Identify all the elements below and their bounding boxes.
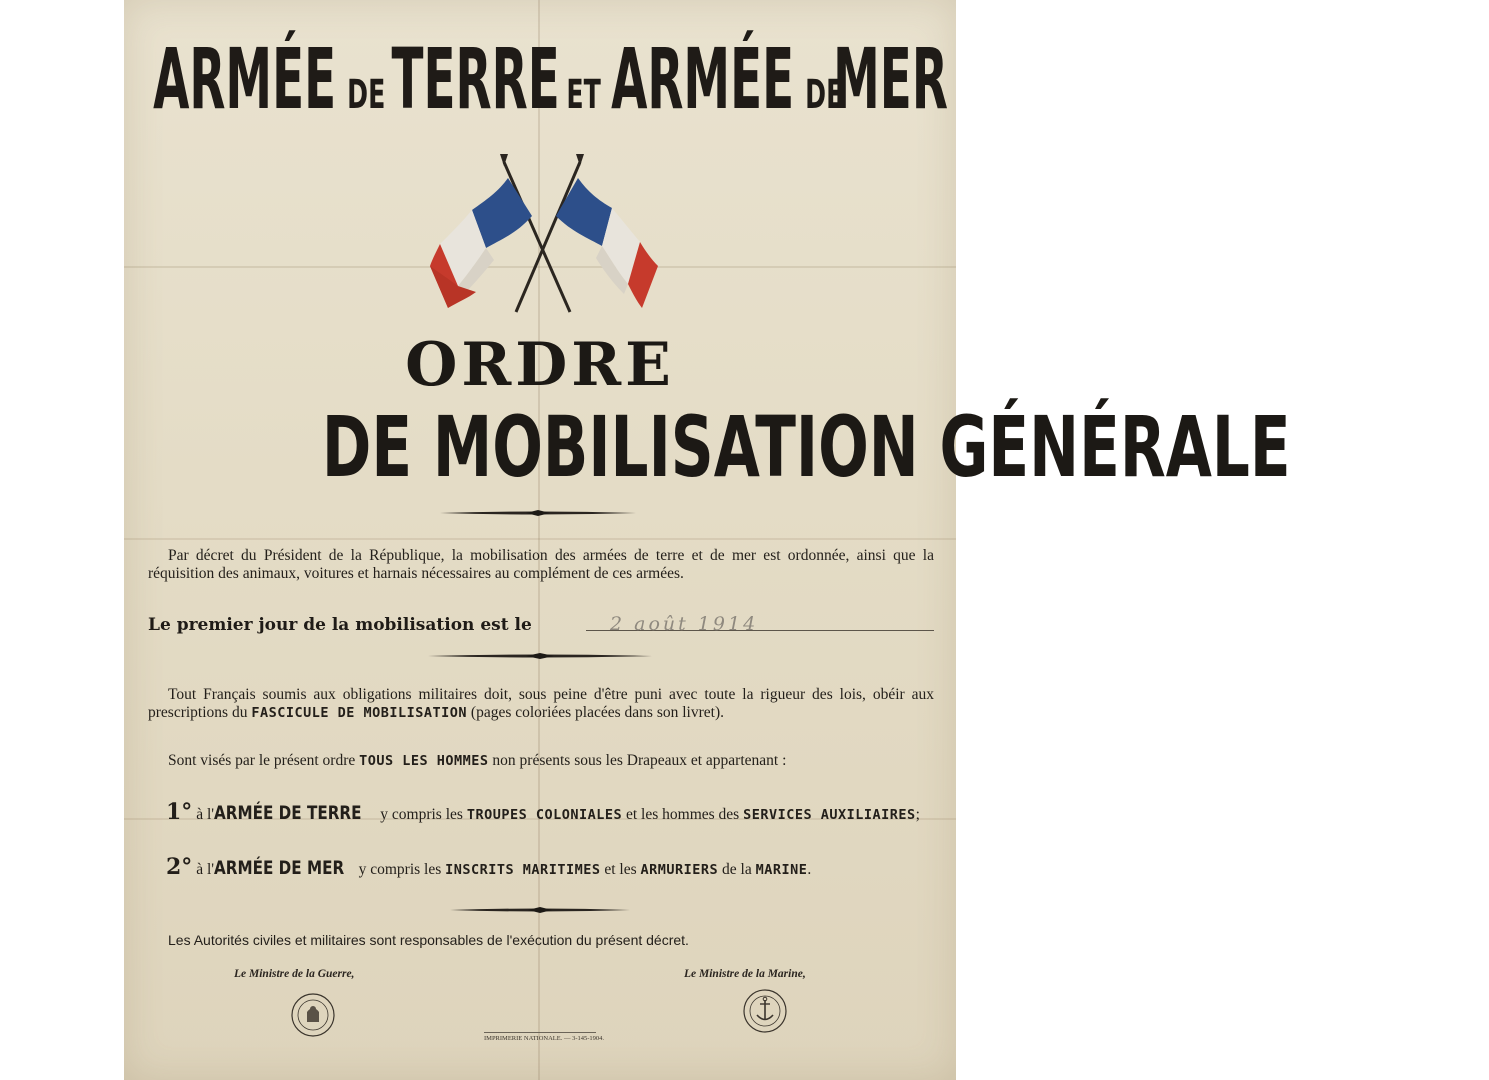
fascicule-emphasis: FASCICULE DE MOBILISATION	[251, 705, 468, 721]
item-prefix: à l'	[196, 806, 215, 823]
title-word: ARMÉE	[610, 30, 794, 128]
title-word: DE	[346, 72, 386, 118]
colonial-troops-emphasis: TROUPES COLONIALES	[466, 807, 623, 823]
printer-imprint: IMPRIMERIE NATIONALE. — 3-145-1904.	[484, 1032, 596, 1042]
item-armee-de-terre	[148, 801, 934, 826]
item-end: ;	[915, 806, 920, 823]
army-name: ARMÉE DE MER	[214, 857, 345, 879]
armourers-emphasis: ARMURIERS	[640, 862, 719, 878]
minister-war-signature: Le Ministre de la Guerre,	[234, 968, 355, 980]
obligations-paragraph	[148, 686, 934, 722]
item-text: et les	[604, 861, 637, 878]
item-number: 1°	[166, 799, 193, 825]
item-end: .	[807, 861, 812, 878]
item-number: 2°	[166, 854, 193, 880]
item-text: et les hommes des	[626, 806, 740, 823]
authorities-statement: Les Autorités civiles et militaires sont responsables de l'exécution du présent décret.	[168, 932, 689, 948]
title-word: TERRE	[391, 30, 560, 128]
crossed-french-flags-icon	[428, 152, 660, 324]
title-word: MER	[833, 30, 949, 128]
minister-navy-signature: Le Ministre de la Marine,	[684, 968, 806, 980]
mobilisation-heading-text: DE MOBILISATION GÉNÉRALE	[321, 398, 1291, 496]
item-armee-de-mer	[148, 856, 934, 881]
ornamental-divider	[428, 652, 652, 660]
army-name: ARMÉE DE TERRE	[214, 802, 362, 824]
ministry-war-seal-icon	[290, 992, 336, 1038]
ministry-navy-anchor-seal-icon	[742, 988, 788, 1034]
obligations-text-end: (pages coloriées placées dans son livret).	[470, 704, 724, 721]
item-text: y compris les	[380, 806, 463, 823]
handwritten-date: 2 août 1914	[610, 613, 759, 635]
concerned-text: Sont visés par le présent ordre	[168, 752, 356, 769]
obligations-text: Tout Français soumis aux obligations militaires doit, sous peine d'être puni avec toute la rigueur des lois, obéir aux prescriptions du	[148, 686, 934, 721]
title-word: ARMÉE	[152, 30, 336, 128]
item-text: y compris les	[358, 861, 442, 878]
title-word: DE	[805, 72, 844, 118]
item-text: de la	[722, 861, 752, 878]
first-day-label: Le premier jour de la mobilisation est le	[148, 615, 532, 635]
title-word: ET	[565, 72, 601, 118]
navy-emphasis: MARINE	[755, 862, 808, 878]
mobilization-poster	[124, 0, 1291, 1080]
ornamental-divider	[450, 906, 630, 914]
fold-line-horizontal	[124, 538, 956, 540]
maritime-registrants-emphasis: INSCRITS MARITIMES	[445, 862, 601, 878]
concerned-paragraph	[148, 752, 934, 770]
decree-paragraph: Par décret du Président de la République, la mobilisation des armées de terre et de mer est ordonnée, ainsi que la réquisition des animaux, voitures et harnais nécessaires au complément de ces armées.	[148, 547, 934, 582]
auxiliary-services-emphasis: SERVICES AUXILIAIRES	[743, 807, 916, 823]
ornamental-divider	[440, 509, 636, 517]
concerned-text-end: non présents sous les Drapeaux et appartenant :	[492, 752, 787, 769]
item-prefix: à l'	[196, 861, 215, 878]
poster-title	[124, 30, 956, 128]
mobilisation-heading	[124, 398, 1291, 496]
ordre-heading: ORDRE	[405, 330, 675, 400]
all-men-emphasis: TOUS LES HOMMES	[359, 753, 489, 769]
